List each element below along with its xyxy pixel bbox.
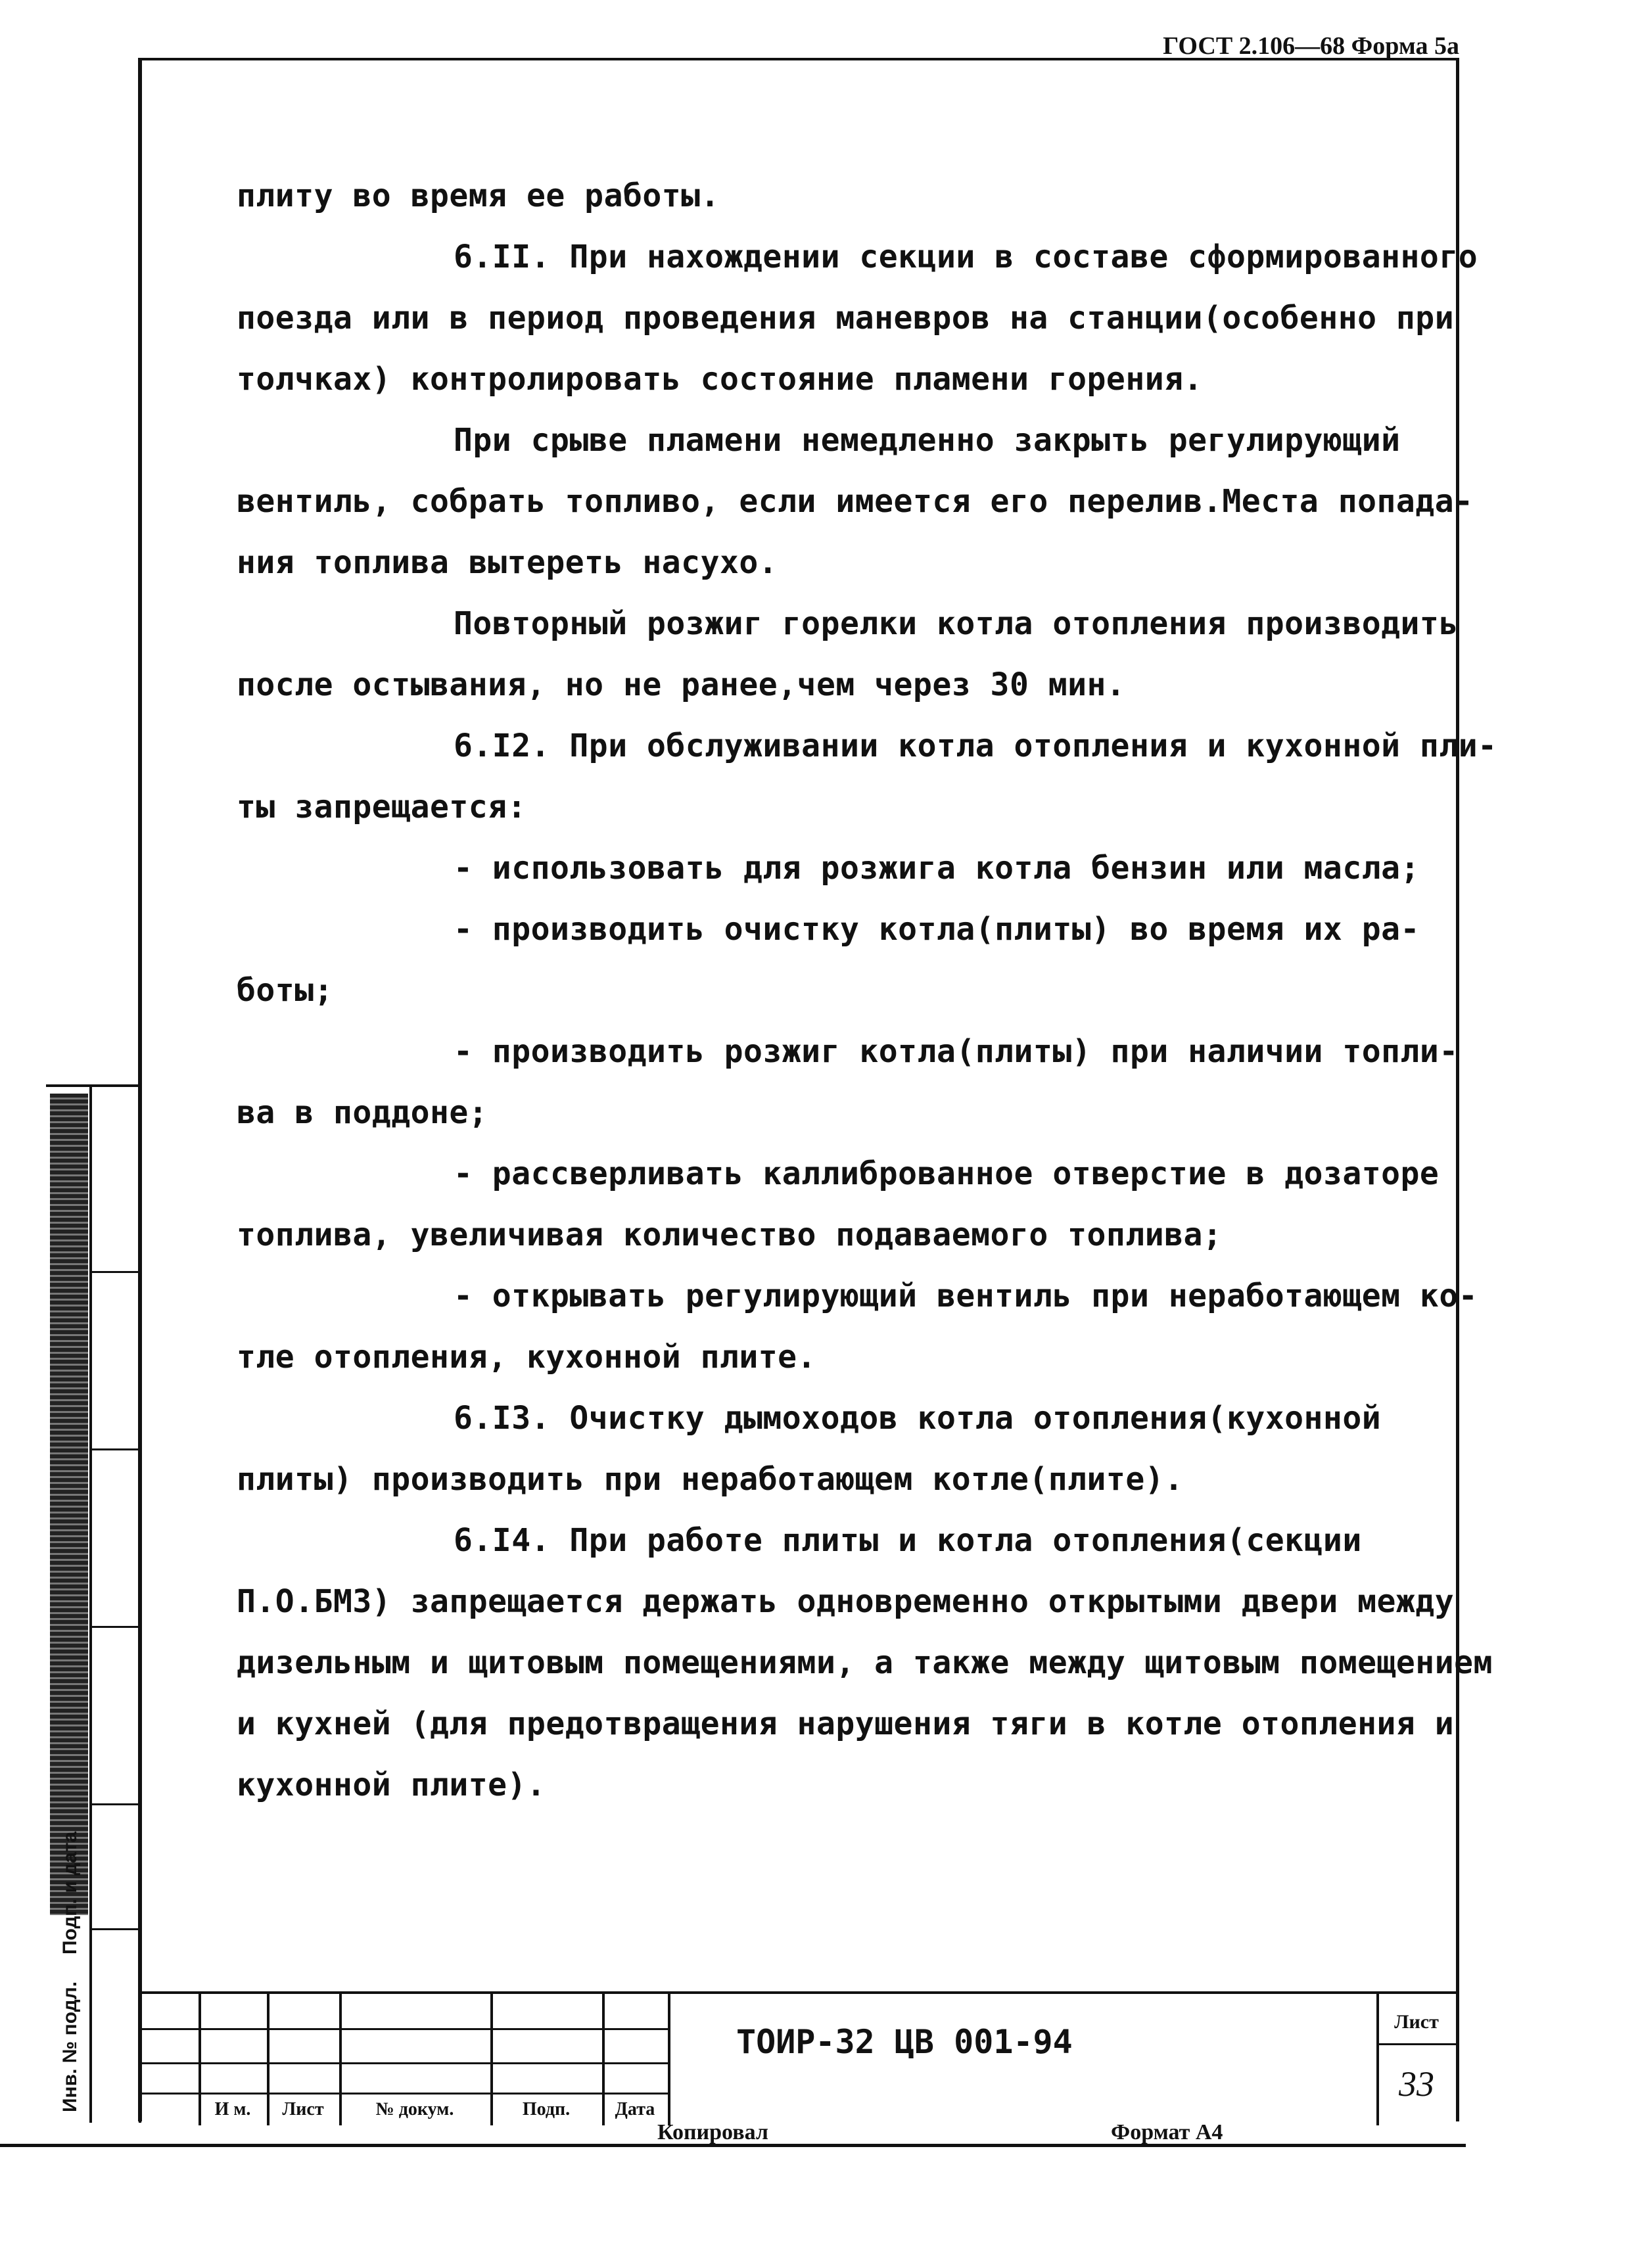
text-line: и кухней (для предотвращения нарушения тяги в котле отопления и <box>237 1705 1455 1742</box>
text-line: - производить розжиг котла(плиты) при наличии топли- <box>454 1033 1459 1070</box>
sign-date-label: Подп. и дата <box>59 1831 81 1955</box>
side-divider <box>92 1626 141 1628</box>
stamp-divider <box>668 1994 670 2125</box>
side-divider <box>92 1803 141 1805</box>
text-line: - открывать регулирующий вентиль при неработающем ко- <box>454 1278 1478 1314</box>
text-line: ния топлива вытереть насухо. <box>237 544 778 581</box>
copied-label: Копировал <box>657 2120 768 2144</box>
text-line: При срыве пламени немедленно закрыть регулирующий <box>454 422 1401 459</box>
side-divider <box>92 1448 141 1450</box>
text-line: тле отопления, кухонной плите. <box>237 1339 816 1376</box>
document-code: ТОИР-32 ЦВ 001-94 <box>736 2023 1073 2061</box>
text-line: - рассверливать каллиброванное отверстие в дозаторе <box>454 1155 1440 1192</box>
text-line: толчках) контролировать состояние пламени горения. <box>237 361 1203 398</box>
stamp-row-line <box>1376 2043 1459 2045</box>
gost-form-label: ГОСТ 2.106—68 Форма 5а <box>1163 32 1459 60</box>
text-line: топлива, увеличивая количество подаваемого топлива; <box>237 1216 1223 1253</box>
stamp-row-line <box>142 2093 668 2094</box>
text-line: ты запрещается: <box>237 789 527 825</box>
col-doc-no: № докум. <box>375 2099 454 2119</box>
side-strip-bar <box>46 1087 92 2123</box>
format-label: Формат А4 <box>1111 2120 1223 2144</box>
side-strip-hatch <box>50 1094 88 1915</box>
col-change: И м. <box>214 2099 251 2119</box>
text-line: 6.I2. При обслуживании котла отопления и кухонной пли- <box>454 728 1497 764</box>
text-line: 6.II. При нахождении секции в составе сформированного <box>454 239 1478 275</box>
col-sheet: Лист <box>282 2099 324 2119</box>
side-strip <box>46 1084 141 2123</box>
text-line: дизельным и щитовым помещениями, а также между щитовым помещением <box>237 1644 1493 1681</box>
text-line: - использовать для розжига котла бензин или масла; <box>454 850 1420 887</box>
col-date: Дата <box>615 2099 655 2119</box>
sheet-label: Лист <box>1394 2011 1439 2033</box>
side-divider <box>92 1271 141 1273</box>
stamp-row-line <box>142 2028 668 2030</box>
inv-no-label: Инв. № подл. <box>59 1981 81 2112</box>
text-line: П.О.БМЗ) запрещается держать одновременно открытыми двери между <box>237 1583 1455 1620</box>
text-line: вентиль, собрать топливо, если имеется его перелив.Места попада- <box>237 483 1474 520</box>
text-line: Повторный розжиг горелки котла отопления производить <box>454 605 1459 642</box>
stamp-row-line <box>142 2062 668 2064</box>
col-sign: Подп. <box>522 2099 571 2119</box>
text-line: плиты) производить при неработающем котле(плите). <box>237 1461 1184 1498</box>
sheet-number: 33 <box>1399 2064 1434 2104</box>
text-line: плиту во время ее работы. <box>237 177 720 214</box>
text-line: 6.I3. Очистку дымоходов котла отопления(кухонной <box>454 1400 1382 1437</box>
text-line: поезда или в период проведения маневров на станции(особенно при <box>237 300 1455 336</box>
text-line: боты; <box>237 972 333 1009</box>
text-line: - производить очистку котла(плиты) во время их ра- <box>454 911 1420 948</box>
text-line: кухонной плите). <box>237 1767 546 1803</box>
text-line: 6.I4. При работе плиты и котла отопления(секции <box>454 1522 1362 1559</box>
stamp-divider <box>1376 1994 1379 2125</box>
bottom-rule <box>0 2144 1466 2147</box>
side-divider <box>92 1928 141 1930</box>
text-line: после остывания, но не ранее,чем через 30 мин. <box>237 666 1126 703</box>
text-line: ва в поддоне; <box>237 1094 488 1131</box>
